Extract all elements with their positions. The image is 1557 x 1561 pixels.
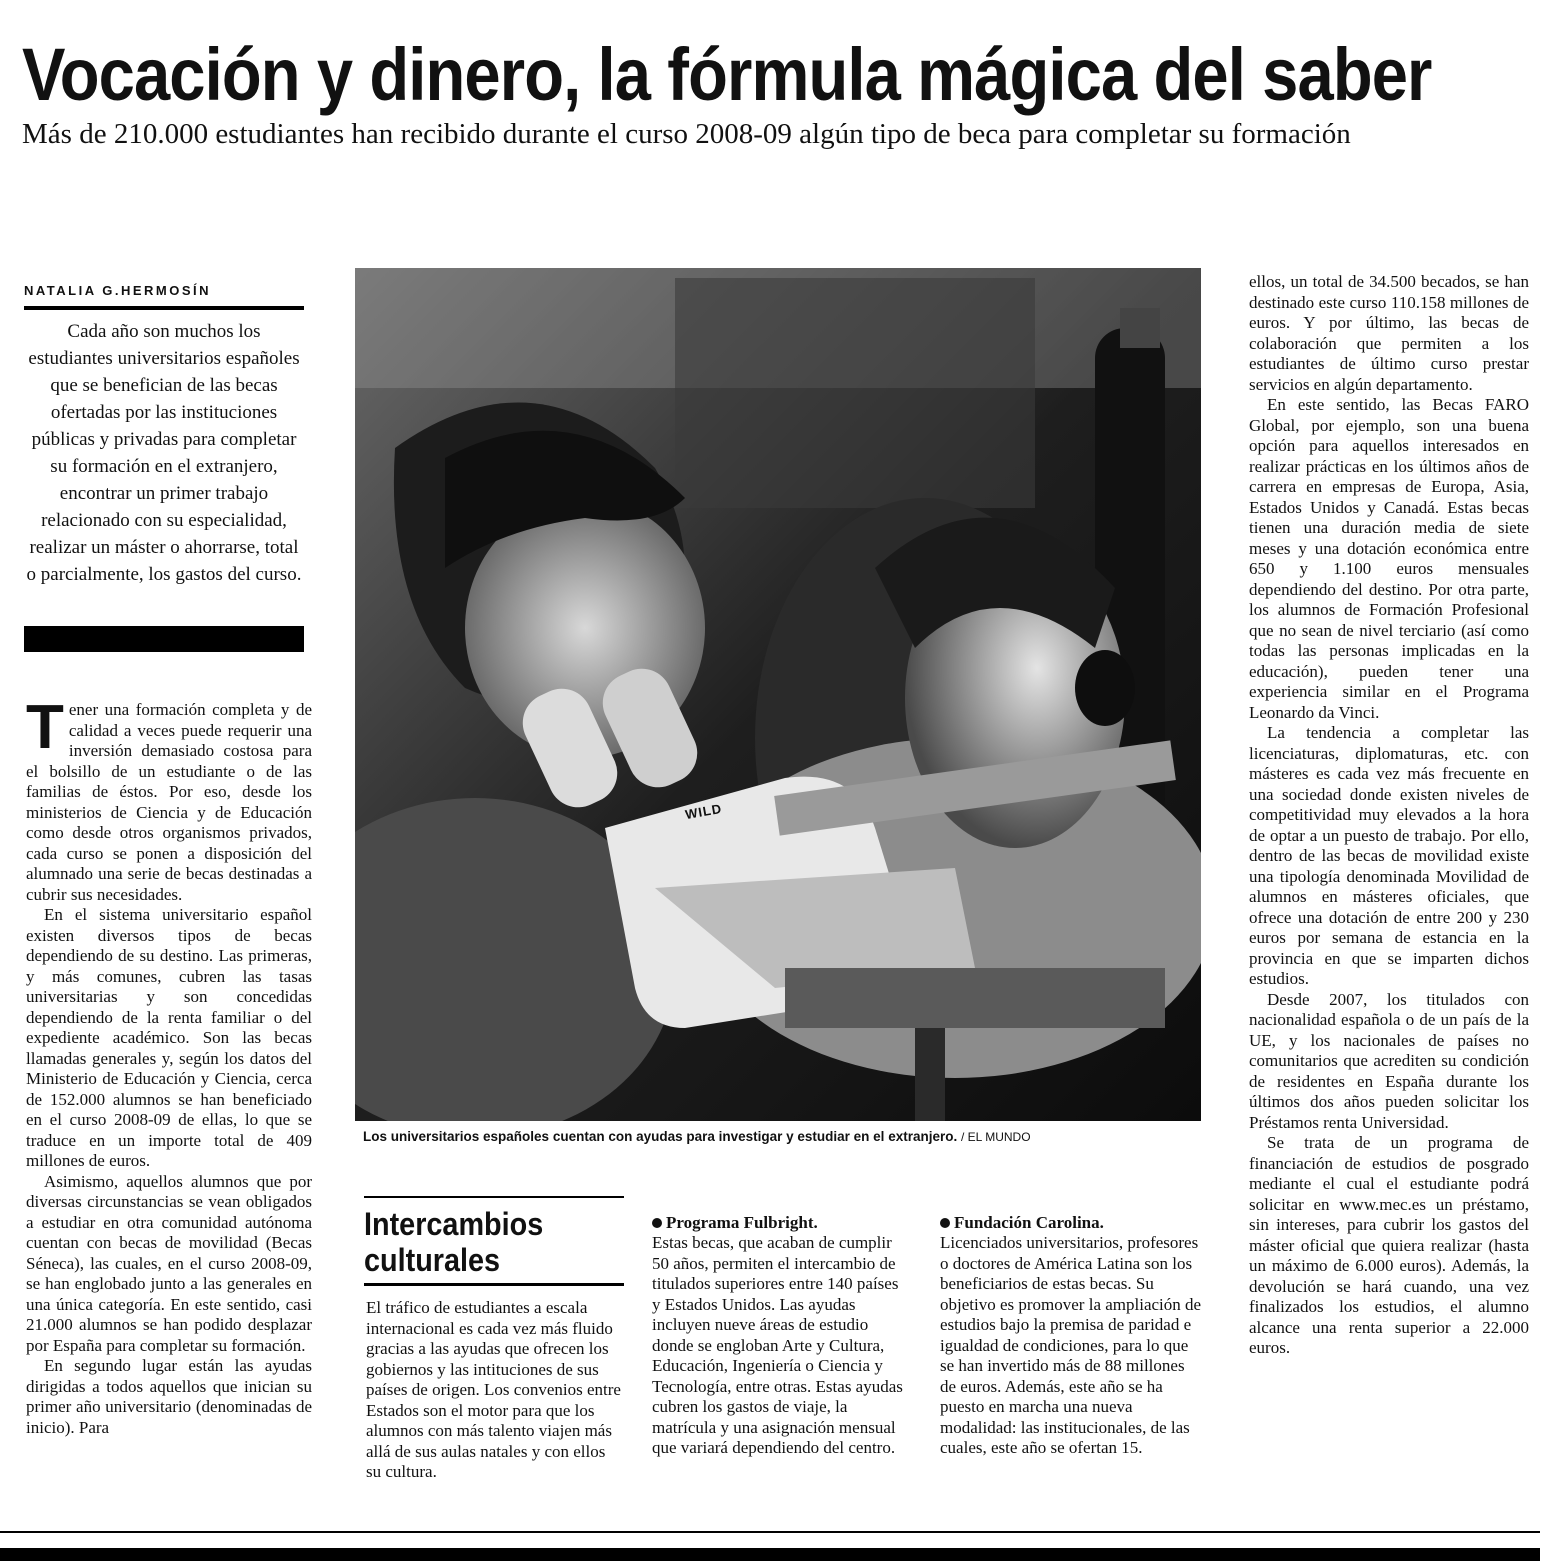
- body-left-p1: Tener una formación completa y de calidad a veces puede requerir una inversión demasiado costosa para el bolsillo de un estudiante o de las familias de éstos. Por eso, desde los ministerios de Ciencia y de Educación como desde otros organismos privados, cada curso se ponen a disposición del alumnado una serie de becas destinadas a cubrir sus necesidades.: [26, 693, 312, 904]
- subhead: Más de 210.000 estudiantes han recibido durante el curso 2008-09 algún tipo de beca para completar su formación: [22, 118, 1351, 150]
- carolina-section: [940, 1212, 1202, 1459]
- body-right-p3: La tendencia a completar las licenciaturas, diplomaturas, etc. con másteres es cada vez más frecuente en una sociedad donde existen niveles de competitividad muy elevados a la hora de optar a un puesto de trabajo. Por ello, dentro de las becas de movilidad existe una tipología denominada Movilidad de alumnos en másteres oficiales, que ofrece una dotación de entre 200 y 230 euros por semana de estancia en la provincia en que se imparten dichos estudios.: [1249, 723, 1529, 988]
- body-right-p1: ellos, un total de 34.500 becados, se han destinado este curso 110.158 millones de euros. Y por último, las becas de colaboración que permiten a los estudiantes de último curso prestar servicios en algún departamento.: [1249, 272, 1529, 394]
- body-column-left: [26, 693, 312, 1438]
- carolina-title: Fundación Carolina.: [940, 1212, 1202, 1233]
- caption-text: Los universitarios españoles cuentan con ayudas para investigar y estudiar en el extranjero.: [363, 1129, 958, 1144]
- body-column-right: [1249, 272, 1529, 1359]
- bullet-icon: [652, 1218, 662, 1228]
- box-top-rule: [364, 1196, 624, 1198]
- lead-bar: [24, 626, 304, 652]
- body-left-p2: En el sistema universitario español existen diversos tipos de becas dependiendo de su destino. Las primeras, y más comunes, cubren las tasas universitarias y son concedidas dependiendo de la renta familiar o del expediente académico. Son las becas llamadas generales y, según los datos del Ministerio de Educación y Ciencia, cerca de 152.000 alumnos se han beneficiado en el curso 2008-09 de ellas, lo que se traduce en un importe total de 409 millones de euros.: [26, 905, 312, 1170]
- fulbright-text: Estas becas, que acaban de cumplir 50 años, permiten el intercambio de titulados superiores entre 140 países y Estados Unidos. Las ayudas incluyen nueve áreas de estudio donde se engloban Arte y Cultura, Educación, Ingeniería o Ciencia y Tecnología, entre otras. Estas ayudas cubren los gastos de viaje, la matrícula y una asignación mensual que variará dependiendo del centro.: [652, 1233, 903, 1457]
- bottom-rule-thick: [0, 1548, 1540, 1561]
- photo: [355, 268, 1201, 1121]
- headline: Vocación y dinero, la fórmula mágica del saber: [22, 33, 1432, 116]
- microscope-brand: WILD: [683, 800, 724, 823]
- photo-caption: [363, 1129, 1031, 1144]
- byline: NATALIA G.HERMOSÍN: [24, 283, 212, 298]
- photo-credit: / EL MUNDO: [960, 1130, 1031, 1144]
- body-left-p3: Asimismo, aquellos alumnos que por diversas circunstancias se vean obligados a estudiar en otra comunidad autónoma cuentan con becas de movilidad (Becas Séneca), las cuales, en el curso 2008-09, se han englobado junto a las generales en una única categoría. En este sentido, casi 21.000 alumnos se han podido desplazar por España para completar su formación.: [26, 1171, 312, 1355]
- box-intro: [366, 1298, 624, 1483]
- lead-text: Cada año son muchos los estudiantes universitarios españoles que se benefician de las becas ofertadas por las instituciones públicas y privadas para completar su formación en el extranjero, encontrar un primer trabajo relacionado con su especialidad, realizar un máster o ahorrarse, total o parcialmente, los gastos del curso.: [26, 321, 302, 585]
- bottom-rule-thin: [0, 1531, 1540, 1533]
- photo-illustration: [355, 268, 1201, 1121]
- body-right-p4: Desde 2007, los titulados con nacionalidad española o de un país de la UE, y los nacionales de países no comunitarios que acrediten su condición de residentes en España durante los últimos dos años pueden solicitar los Préstamos renta Universidad.: [1249, 989, 1529, 1132]
- box-title-rule: [364, 1283, 624, 1286]
- byline-rule: [24, 306, 304, 310]
- carolina-text: Licenciados universitarios, profesores o doctores de América Latina son los beneficiarios de estas becas. Su objetivo es promover la ampliación de estudios bajo la premisa de paridad e igualdad de condiciones, para lo que se han invertido más de 88 millones de euros. Además, este año se ha puesto en marcha una nueva modalidad: las institucionales, de las cuales, este año se ofertan 15.: [940, 1233, 1202, 1457]
- bullet-icon: [940, 1218, 950, 1228]
- dropcap: T: [26, 693, 64, 762]
- box-title: Intercambios culturales: [364, 1206, 544, 1278]
- fulbright-section: [652, 1212, 904, 1459]
- fulbright-title: Programa Fulbright.: [652, 1212, 904, 1233]
- body-right-p2: En este sentido, las Becas FARO Global, por ejemplo, son una buena opción para aquellos interesados en realizar prácticas en los últimos años de carrera en empresas de Europa, Asia, Estados Unidos y Canadá. Estas becas tienen una duración media de siete meses y una dotación económica entre 650 y 1.100 euros mensuales dependiendo del destino. Por otra parte, los alumnos de Formación Profesional que no sean de nivel terciario (así como todas las personas implicadas en la educación), pueden tener una experiencia similar en el Programa Leonardo da Vinci.: [1249, 395, 1529, 722]
- box-intro-text: El tráfico de estudiantes a escala internacional es cada vez más fluido gracias a las ayudas que ofrecen los gobiernos y las intituciones de sus países de origen. Los convenios entre Estados son el motor para que los alumnos con más talento viajen más allá de sus aulas natales y con ellos su cultura.: [366, 1298, 621, 1481]
- body-left-p4: En segundo lugar están las ayudas dirigidas a todos aquellos que inician su primer año universitario (denominadas de inicio). Para: [26, 1356, 312, 1437]
- body-right-p5: Se trata de un programa de financiación de estudios de posgrado mediante el cual el estudiante podrá solicitar en www.mec.es un préstamo, sin intereses, para cubrir los gastos del máster oficial que quiera realizar (hasta un máximo de 6.000 euros). Además, la devolución se hará cuando, una vez finalizados los estudios, el alumno alcance una renta superior a 22.000 euros.: [1249, 1133, 1529, 1357]
- lead-paragraph: [24, 318, 304, 588]
